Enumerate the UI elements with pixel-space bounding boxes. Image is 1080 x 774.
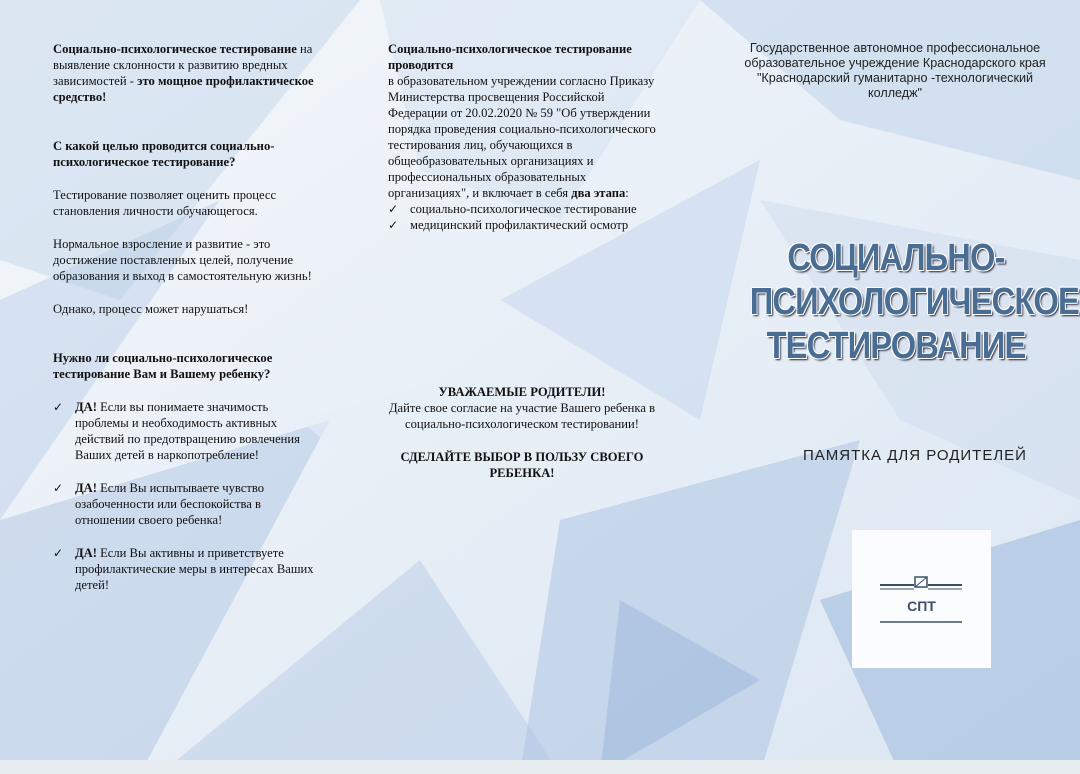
procedure-heading: Социально-психологическое тестирование проводится xyxy=(388,42,632,72)
intro-text: на выявление склонности к развитию вредных зависимостей - xyxy=(53,42,313,88)
list-item xyxy=(388,217,666,233)
appeal-title: УВАЖАЕМЫЕ РОДИТЕЛИ! xyxy=(438,385,606,399)
left-panel xyxy=(53,41,315,610)
paragraph-assessment: Тестирование позволяет оценить процесс становления личности обучающегося. xyxy=(53,188,277,218)
list-item xyxy=(53,399,315,463)
college-logo xyxy=(852,530,991,668)
stage-label: медицинский профилактический осмотр xyxy=(410,218,629,232)
yes-label: ДА! xyxy=(75,481,97,495)
list-item xyxy=(388,201,666,217)
list-item xyxy=(53,480,315,528)
title-line: ПСИХОЛОГИЧЕСКОЕ xyxy=(749,281,1079,323)
question-need: Нужно ли социально-психологическое тестирование Вам и Вашему ребенку? xyxy=(53,351,273,381)
stages-bold: два этапа xyxy=(571,186,626,200)
paragraph-development: Нормальное взросление и развитие - это достижение поставленных целей, получение образования и выход в самостоятельную жизнь! xyxy=(53,237,312,283)
stages-list xyxy=(388,201,666,233)
procedure-tail: : xyxy=(625,186,629,200)
title-line: ТЕСТИРОВАНИЕ xyxy=(766,325,1026,367)
intro-paragraph xyxy=(53,41,315,105)
paragraph-disruption: Однако, процесс может нарушаться! xyxy=(53,302,249,316)
yes-label: ДА! xyxy=(75,400,97,414)
right-panel xyxy=(730,41,1060,101)
logo-text: СПТ xyxy=(907,598,936,614)
procedure-text: в образовательном учреждении согласно Приказу Министерства просвещения Российской Федерации от 20.02.2020 № 59 "Об утверждении порядка проведения социально-психологического тестирования лиц, обучающихся в общеобразовательных организациях и профессиональных образовательных организациях", и включает в себя xyxy=(388,74,656,200)
stage-label: социально-психологическое тестирование xyxy=(410,202,637,216)
main-title xyxy=(749,236,1079,368)
organization-name: Государственное автономное профессиональное образовательное учреждение Краснодарского края "Краснодарский гуманитарно -технологический колледж" xyxy=(744,41,1046,100)
appeal-text: Дайте свое согласие на участие Вашего ребенка в социально-психологическом тестировании! xyxy=(388,401,656,431)
check-icon: ✓ xyxy=(53,400,64,414)
intro-bold-term: Социально-психологическое тестирование xyxy=(53,42,297,56)
check-icon: ✓ xyxy=(388,202,399,216)
check-icon: ✓ xyxy=(53,546,64,560)
list-item xyxy=(53,545,315,593)
memo-subtitle: ПАМЯТКА ДЛЯ РОДИТЕЛЕЙ xyxy=(803,447,1027,464)
list-item-text: Если Вы активны и приветствуете профилактические меры в интересах Ваших детей! xyxy=(75,546,314,592)
list-item-text: Если вы понимаете значимость проблемы и необходимость активных действий по предотвращению вовлечения Ваших детей в наркопотребление! xyxy=(75,400,300,462)
appeal-call: СДЕЛАЙТЕ ВЫБОР В ПОЛЬЗУ СВОЕГО РЕБЕНКА! xyxy=(400,450,644,480)
procedure-paragraph xyxy=(388,73,666,201)
check-icon: ✓ xyxy=(53,481,64,495)
middle-panel xyxy=(388,41,666,233)
list-item-text: Если Вы испытываете чувство озабоченности или беспокойства в отношении своего ребенка! xyxy=(75,481,265,527)
question-purpose: С какой целью проводится социально-психологическое тестирование? xyxy=(53,139,275,169)
yes-label: ДА! xyxy=(75,546,97,560)
title-line: СОЦИАЛЬНО- xyxy=(787,237,1005,279)
yes-list xyxy=(53,399,315,593)
intro-bold-statement: это мощное профилактическое средство! xyxy=(53,74,314,104)
parents-appeal xyxy=(388,384,656,481)
check-icon: ✓ xyxy=(388,218,399,232)
